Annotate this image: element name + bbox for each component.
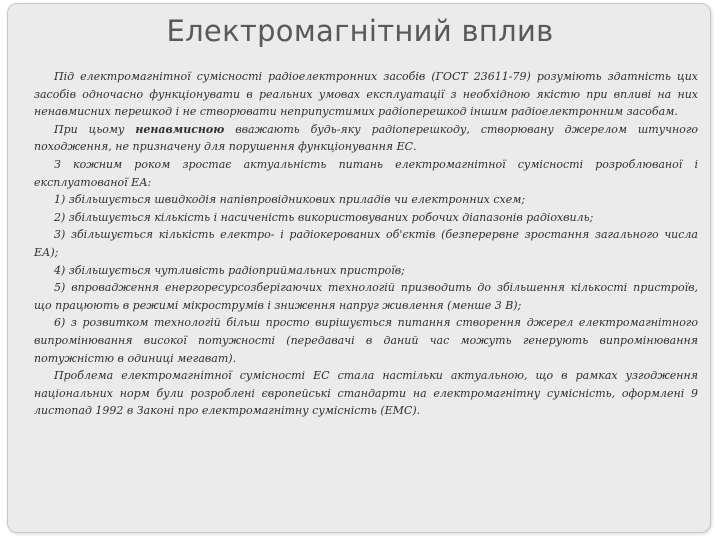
slide-body — [34, 68, 698, 420]
slide — [7, 3, 711, 533]
list-item-3: 3) збільшується кількість електро- і радіокерованих об'єктів (безперервне зростання загального числа ЕА); — [34, 228, 698, 259]
slide-title: Електромагнітний вплив — [166, 14, 554, 48]
paragraph-unintentional — [34, 121, 698, 156]
list-item-6: 6) з розвитком технологій більш просто вирішується питання створення джерел електромагнітного випромінювання високої потужності (передавачі в даний час можуть генерують випромінювання потужністю в одиниці мегават). — [34, 316, 698, 365]
term-unintentional: ненавмисною — [135, 122, 225, 136]
paragraph-unintentional-rest: вважають будь-яку радіоперешкоду, створювану джерелом штучного походження, не призначену для порушення функціонування ЕС. — [34, 122, 699, 154]
paragraph-unintentional-lead: При цьому — [54, 122, 136, 136]
paragraph-standards: Проблема електромагнітної сумісності ЕС стала настільки актуальною, що в рамках узгодження національних норм були розроблені європейські стандарти на електромагнітну сумісність, оформлені 9 листопад 1992 в Законі про електромагнітну сумісність (EMC). — [34, 369, 698, 418]
paragraph-definition: Під електромагнітної сумісності радіоелектронних засобів (ГОСТ 23611-79) розуміють здатність цих засобів одночасно функціонувати в реальних умовах експлуатації з необхідною якістю при впливі на них ненавмисних перешкод і не створювати неприпустимих радіоперешкод іншим радіоелектронним засобам. — [34, 70, 698, 119]
list-item-2: 2) збільшується кількість і насиченість використовуваних робочих діапазонів радіохвиль; — [54, 210, 594, 224]
list-item-1: 1) збільшується швидкодія напівпровідникових приладів чи електронних схем; — [54, 193, 526, 207]
paragraph-relevance: З кожним роком зростає актуальність питань електромагнітної сумісності розроблюваної і експлуатованої ЕА: — [34, 157, 698, 189]
list-item-4: 4) збільшується чутливість радіоприймальних пристроїв; — [54, 263, 405, 277]
list-item-5: 5) впровадження енергоресурсозберігаючих технологій призводить до збільшення кількості пристроїв, що працюють в режимі мікрострумів і зниження напруг живлення (менше 3 В); — [34, 281, 698, 312]
